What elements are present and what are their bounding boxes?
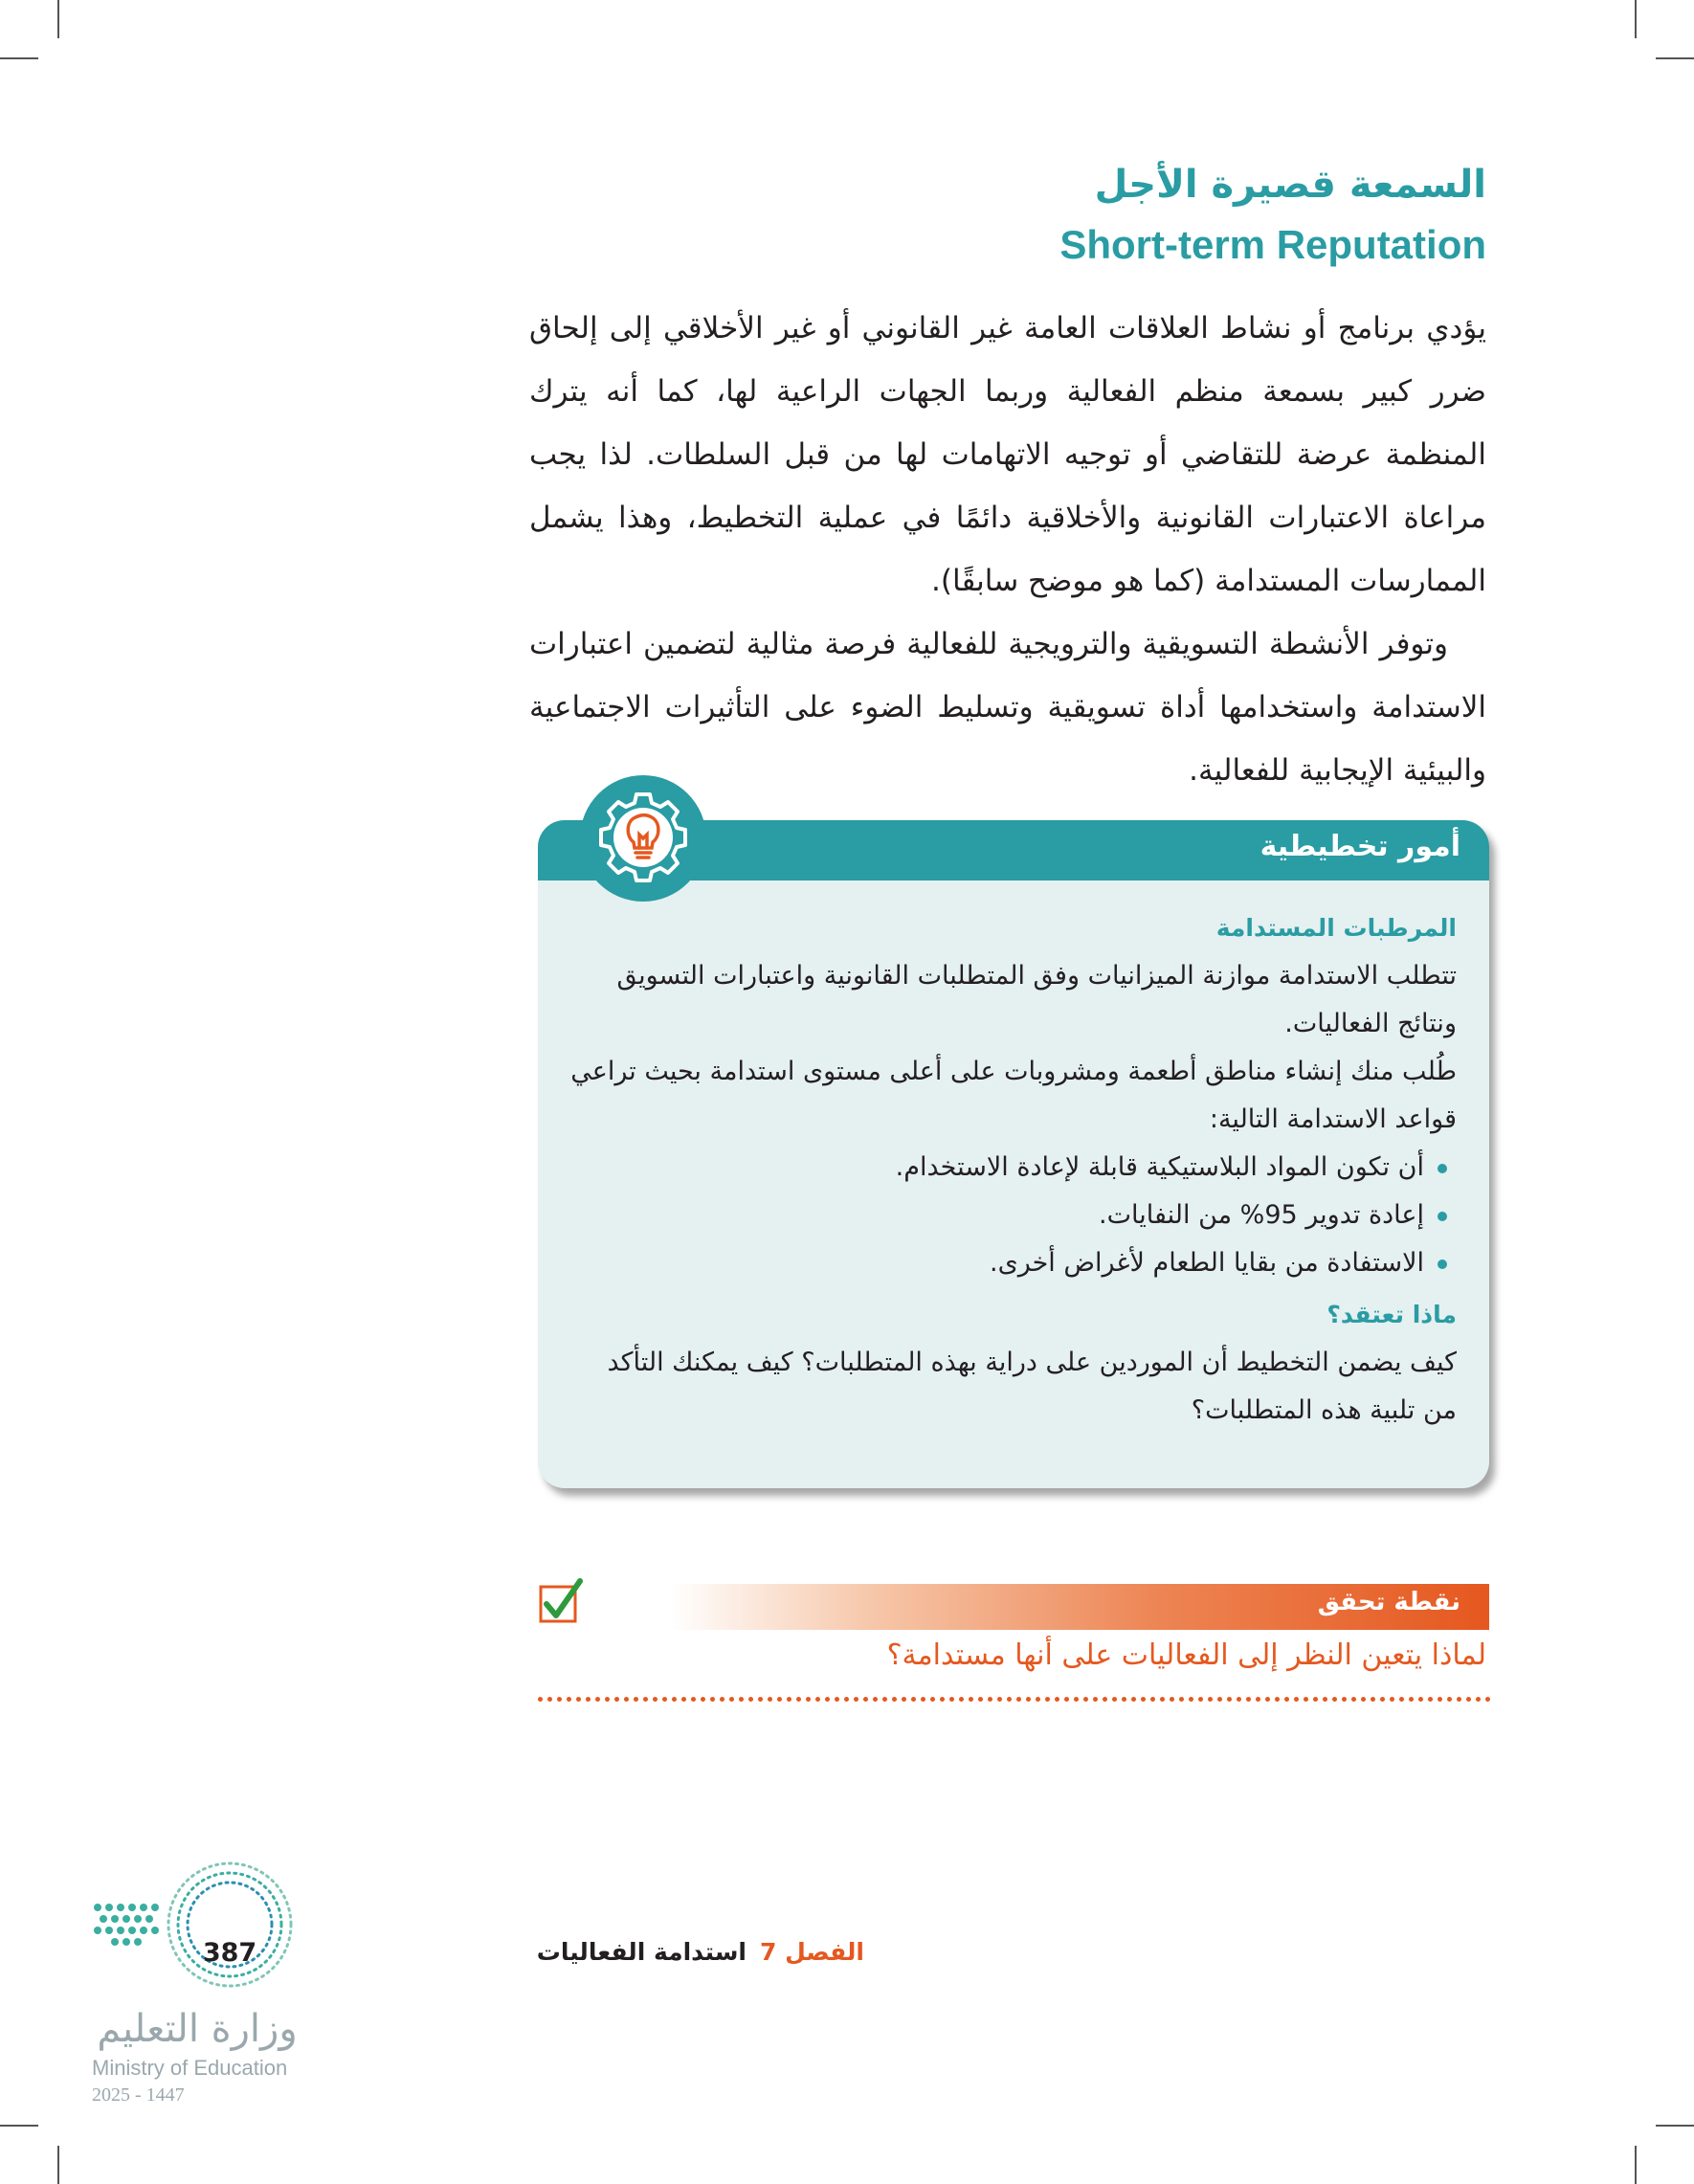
section-title-arabic: السمعة قصيرة الأجل — [1094, 163, 1486, 207]
body-text — [529, 297, 1486, 802]
crop-mark — [0, 2125, 38, 2127]
checkbox-icon — [538, 1577, 586, 1627]
body-paragraph: وتوفر الأنشطة التسويقية والترويجية للفعالية فرصة مثالية لتضمين اعتبارات الاستدامة واستخدامها أداة تسويقية وتسليط الضوء على التأثيرات الاجتماعية والبيئية الإيجابية للفعالية. — [529, 627, 1486, 788]
gear-lightbulb-icon — [578, 773, 708, 903]
sustainability-rules-list — [567, 1144, 1457, 1287]
planning-box-content — [567, 904, 1457, 1435]
crop-mark — [0, 57, 38, 59]
planning-box-title: أمور تخطيطية — [1259, 830, 1460, 863]
checkpoint-question: لماذا يتعين النظر إلى الفعاليات على أنها مستدامة؟ — [886, 1638, 1486, 1672]
crop-mark — [57, 2146, 59, 2184]
body-paragraph: يؤدي برنامج أو نشاط العلاقات العامة غير القانوني أو غير الأخلاقي إلى إلحاق ضرر كبير بسمعة منظم الفعالية وربما الجهات الراعية لها، كما أنه يترك المنظمة عرضة للتقاضي أو توجيه الاتهامات لها من قبل السلطات. لذا يجب مراعاة الاعتبارات القانونية والأخلاقية دائمًا في عملية التخطيط، وهذا يشمل الممارسات المستدامة (كما هو موضح سابقًا). — [529, 311, 1486, 598]
dotted-divider — [538, 1697, 1491, 1702]
list-item: أن تكون المواد البلاستيكية قابلة لإعادة الاستخدام. — [567, 1144, 1451, 1192]
crop-mark — [1656, 2125, 1694, 2127]
ministry-year: 2025 - 1447 — [92, 2084, 185, 2106]
crop-mark — [1635, 2146, 1637, 2184]
crop-mark — [57, 0, 59, 38]
planning-box — [538, 820, 1489, 1488]
planning-box-subtitle: ماذا تعتقد؟ — [1326, 1301, 1457, 1328]
crop-mark — [1635, 0, 1637, 38]
crop-mark — [1656, 57, 1694, 59]
list-item: الاستفادة من بقايا الطعام لأغراض أخرى. — [567, 1239, 1451, 1287]
ministry-name-arabic: وزارة التعليم — [97, 2007, 298, 2051]
page-number: 387 — [202, 1938, 257, 1968]
checkpoint-label: نقطة تحقق — [1317, 1588, 1460, 1616]
list-item: إعادة تدوير 95% من النفايات. — [567, 1192, 1451, 1239]
checkpoint-bar — [670, 1584, 1489, 1630]
planning-box-text: تتطلب الاستدامة موازنة الميزانيات وفق المتطلبات القانونية واعتبارات التسويق ونتائج الفعاليات. — [616, 961, 1457, 1038]
footer-chapter — [537, 1938, 864, 1966]
ministry-name-english: Ministry of Education — [92, 2056, 288, 2080]
planning-box-text: طُلب منك إنشاء مناطق أطعمة ومشروبات على أعلى مستوى استدامة بحيث تراعي قواعد الاستدامة التالية: — [570, 1057, 1457, 1134]
chapter-title: استدامة الفعاليات — [536, 1938, 747, 1966]
section-title-english: Short-term Reputation — [1059, 222, 1486, 267]
chapter-label: الفصل 7 — [759, 1938, 864, 1966]
planning-box-question: كيف يضمن التخطيط أن الموردين على دراية بهذه المتطلبات؟ كيف يمكنك التأكد من تلبية هذه المتطلبات؟ — [607, 1348, 1457, 1425]
planning-box-subtitle: المرطبات المستدامة — [1215, 914, 1457, 942]
